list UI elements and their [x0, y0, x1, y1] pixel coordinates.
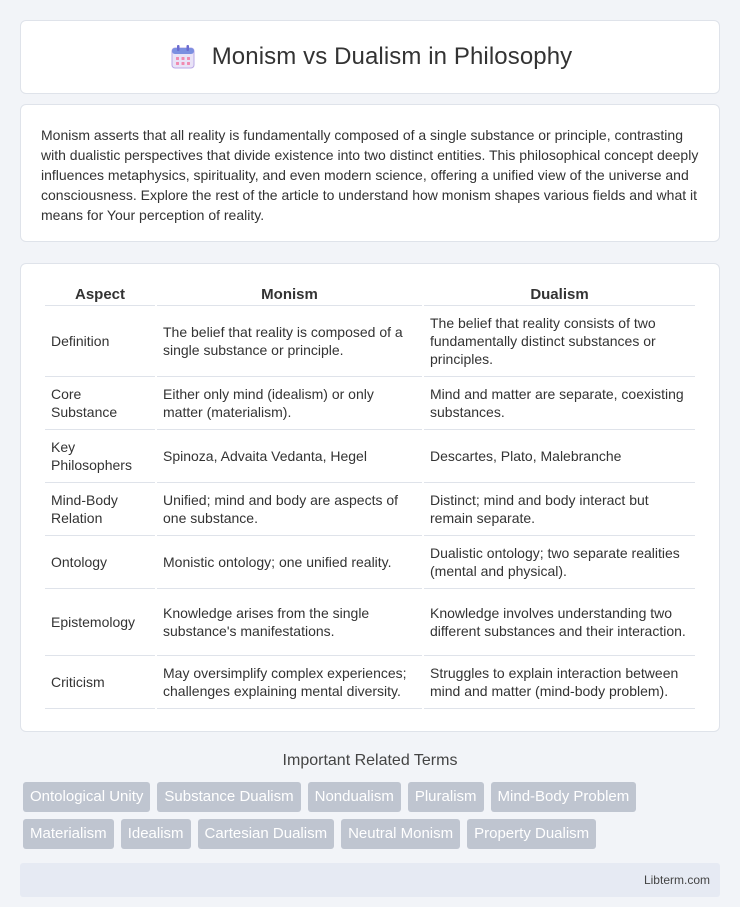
- page-footer: [20, 863, 720, 897]
- footer-brand-link[interactable]: Libterm.com: [643, 873, 710, 887]
- cell-aspect: Ontology: [45, 536, 155, 589]
- cell-aspect: Epistemology: [45, 589, 155, 656]
- intro-card: [20, 104, 720, 242]
- related-terms-section: [20, 752, 720, 849]
- tag-neutral-monism[interactable]: Neutral Monism: [341, 819, 460, 849]
- cell-aspect: Core Substance: [45, 377, 155, 430]
- related-terms-list: [20, 782, 720, 849]
- cell-aspect: Definition: [45, 306, 155, 377]
- header-aspect: Aspect: [45, 284, 155, 306]
- cell-monism: Unified; mind and body are aspects of one substance.: [157, 483, 422, 536]
- cell-aspect: Criticism: [45, 656, 155, 709]
- cell-monism: Knowledge arises from the single substance's manifestations.: [157, 589, 422, 656]
- cell-dualism: The belief that reality consists of two fundamentally distinct substances or principles.: [424, 306, 695, 377]
- table-row: [45, 430, 695, 483]
- tag-substance-dualism[interactable]: Substance Dualism: [157, 782, 300, 812]
- tag-ontological-unity[interactable]: Ontological Unity: [23, 782, 150, 812]
- cell-aspect: Key Philosophers: [45, 430, 155, 483]
- cell-monism: Spinoza, Advaita Vedanta, Hegel: [157, 430, 422, 483]
- table-row: [45, 536, 695, 589]
- tag-nondualism[interactable]: Nondualism: [308, 782, 401, 812]
- tag-cartesian-dualism[interactable]: Cartesian Dualism: [198, 819, 335, 849]
- header-dualism: Dualism: [424, 284, 695, 306]
- tag-property-dualism[interactable]: Property Dualism: [467, 819, 596, 849]
- comparison-table: [43, 284, 697, 709]
- cell-dualism: Distinct; mind and body interact but remain separate.: [424, 483, 695, 536]
- cell-dualism: Descartes, Plato, Malebranche: [424, 430, 695, 483]
- table-row: [45, 483, 695, 536]
- tag-idealism[interactable]: Idealism: [121, 819, 191, 849]
- cell-monism: Monistic ontology; one unified reality.: [157, 536, 422, 589]
- table-row: [45, 589, 695, 656]
- table-header-row: [45, 284, 695, 306]
- tag-materialism[interactable]: Materialism: [23, 819, 114, 849]
- comparison-card: [20, 263, 720, 732]
- table-row: [45, 377, 695, 430]
- tag-pluralism[interactable]: Pluralism: [408, 782, 484, 812]
- cell-aspect: Mind-Body Relation: [45, 483, 155, 536]
- page-header: [20, 20, 720, 94]
- cell-monism: Either only mind (idealism) or only matter (materialism).: [157, 377, 422, 430]
- header-monism: Monism: [157, 284, 422, 306]
- table-row: [45, 306, 695, 377]
- related-terms-title: Important Related Terms: [282, 752, 458, 769]
- cell-dualism: Knowledge involves understanding two different substances and their interaction.: [424, 589, 695, 656]
- calendar-icon: [168, 42, 198, 72]
- cell-dualism: Mind and matter are separate, coexisting substances.: [424, 377, 695, 430]
- intro-text: Monism asserts that all reality is fundamentally composed of a single substance or principle, contrasting with dualistic perspectives that divide existence into two distinct entities. This philosophical concept deeply influences metaphysics, spirituality, and even modern science, offering a unified view of the universe and consciousness. Explore the rest of the article to understand how monism shapes various fields and what it means for Your perception of reality.: [41, 127, 699, 223]
- table-row: [45, 656, 695, 709]
- tag-mind-body-problem[interactable]: Mind-Body Problem: [491, 782, 637, 812]
- page-title: Monism vs Dualism in Philosophy: [211, 43, 573, 70]
- cell-monism: May oversimplify complex experiences; challenges explaining mental diversity.: [157, 656, 422, 709]
- cell-dualism: Struggles to explain interaction between mind and matter (mind-body problem).: [424, 656, 695, 709]
- cell-dualism: Dualistic ontology; two separate realities (mental and physical).: [424, 536, 695, 589]
- cell-monism: The belief that reality is composed of a single substance or principle.: [157, 306, 422, 377]
